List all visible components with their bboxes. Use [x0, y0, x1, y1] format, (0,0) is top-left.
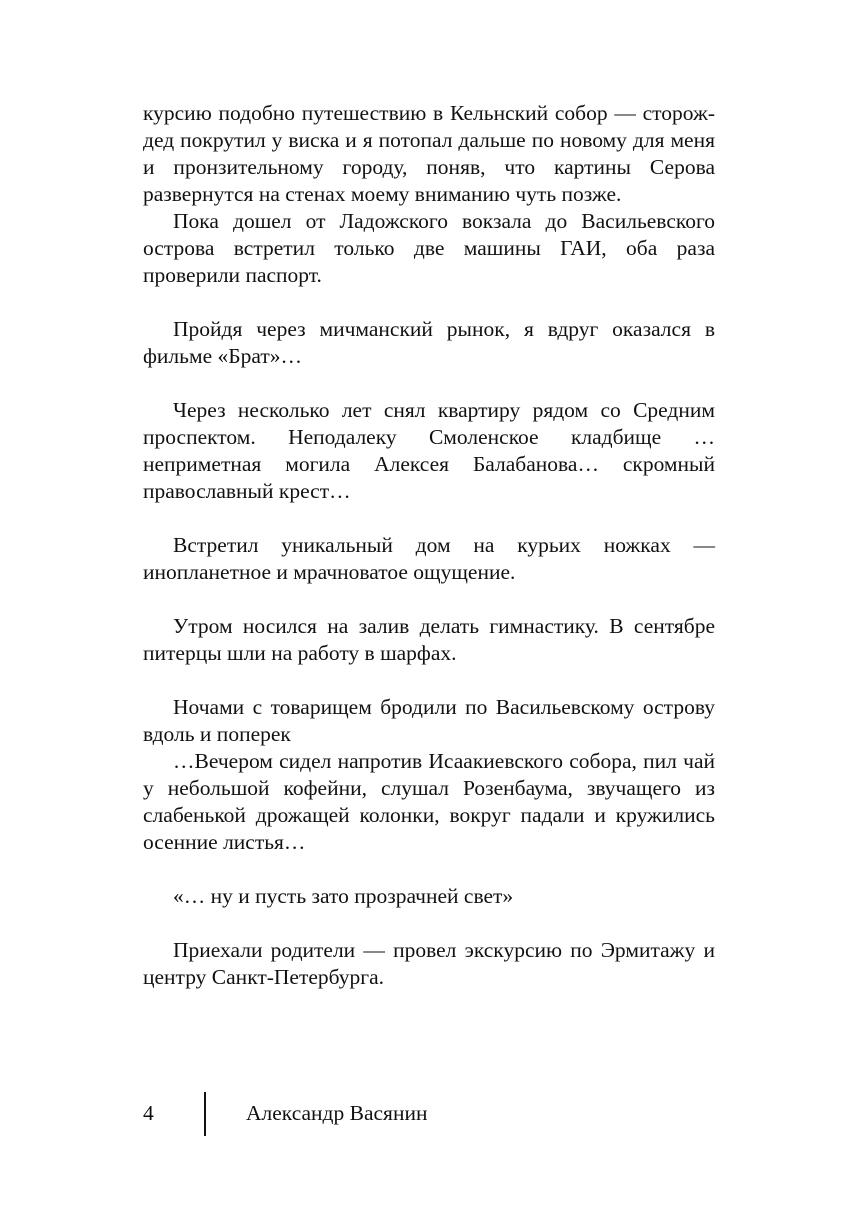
paragraph: курсию подобно путешествию в Кельнский собор — сторож-дед покрутил у виска и я потопал дальше по новому для меня и пронзительному городу, поняв, что картины Серова развернутся на стенах моему вниманию чуть позже. — [143, 101, 715, 206]
page-footer — [143, 1092, 715, 1136]
page-number: 4 — [143, 1101, 154, 1125]
paragraph: Утром носился на залив делать гимнастику. В сентябре питерцы шли на работу в шарфах. — [143, 614, 715, 665]
footer-divider — [204, 1092, 206, 1136]
paragraph: Встретил уникальный дом на курьих ножках — инопланетное и мрачноватое ощущение. — [143, 533, 715, 584]
paragraph: Пока дошел от Ладожского вокзала до Васильевского острова встретил только две машины ГАИ, оба раза проверили паспорт. — [143, 209, 715, 287]
paragraph: Через несколько лет снял квартиру рядом со Средним проспектом. Неподалеку Смоленское кладбище …неприметная могила Алексея Балабанова… скромный православный крест… — [143, 398, 715, 503]
paragraph: Пройдя через мичманский рынок, я вдруг оказался в фильме «Брат»… — [143, 317, 715, 368]
author-name: Александр Васянин — [246, 1101, 428, 1125]
paragraph: «… ну и пусть зато прозрачней свет» — [173, 884, 514, 908]
paragraph: Приехали родители — провел экскурсию по Эрмитажу и центру Санкт-Петербурга. — [143, 938, 715, 989]
paragraph: Ночами с товарищем бродили по Васильевскому острову вдоль и поперек — [143, 695, 715, 746]
page-text — [143, 100, 715, 991]
paragraph: …Вечером сидел напротив Исаакиевского собора, пил чай у небольшой кофейни, слушал Розенбаума, звучащего из слабенькой дрожащей колонки, вокруг падали и кружились осенние листья… — [143, 749, 715, 854]
